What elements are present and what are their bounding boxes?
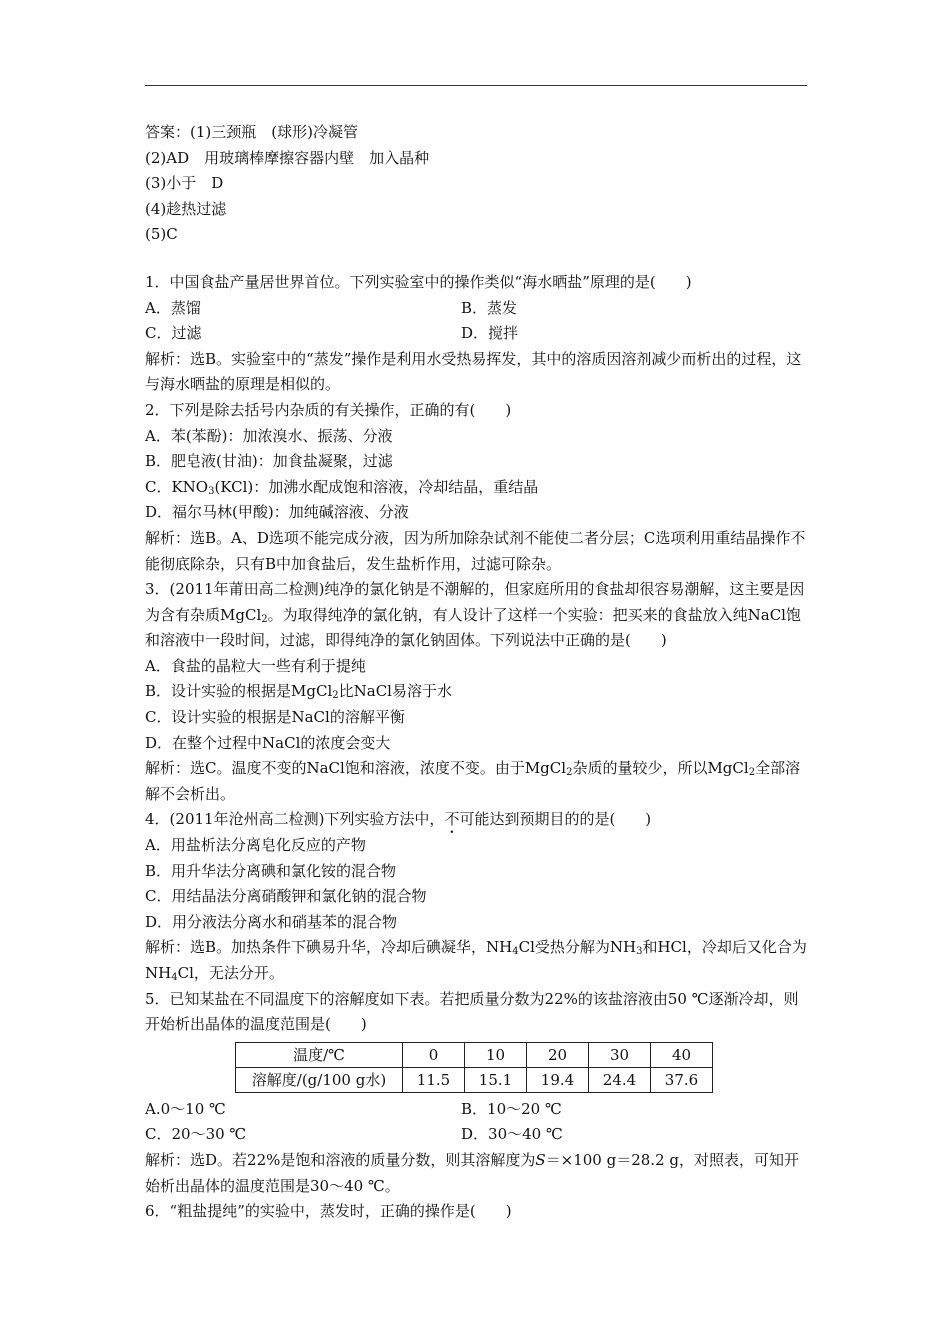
analysis: 解析：选B。实验室中的“蒸发”操作是利用水受热易挥发，其中的溶质因溶剂减少而析出的过程，这与海水晒盐的原理是相似的。 — [145, 349, 802, 394]
question-stem: 2．下列是除去括号内杂质的有关操作，正确的有( ) — [145, 400, 512, 419]
option-b: B．用升华法分离碘和氯化铵的混合物 — [145, 861, 397, 880]
answer-line-4: (4)趁热过滤 — [145, 199, 227, 218]
option-c: C．过滤 — [145, 324, 202, 343]
option-d: D．用分液法分离水和硝基苯的混合物 — [145, 912, 398, 931]
emphasized-word: 不 — [444, 810, 460, 829]
table-header-cell: 溶解度/(g/100 g水) — [236, 1067, 403, 1092]
question-4 — [145, 807, 807, 986]
header-rule — [145, 85, 807, 86]
answer-line-5: (5)C — [145, 225, 178, 244]
question-stem: 6．“粗盐提纯”的实验中，蒸发时，正确的操作是( ) — [145, 1202, 512, 1221]
option-b: B．设计实验的根据是MgCl$_2$比NaCl易溶于水 — [145, 682, 452, 702]
solubility-table — [235, 1042, 713, 1093]
option-c: C．用结晶法分离硝酸钾和氯化钠的混合物 — [145, 887, 427, 906]
option-c: C．20～30 ℃ — [145, 1125, 247, 1144]
table-cell: 0 — [403, 1042, 465, 1067]
document-body — [145, 120, 807, 1225]
options-row — [145, 1122, 807, 1148]
option-d: D．福尔马林(甲酸)：加纯碱溶液、分液 — [145, 503, 409, 522]
option-c: C．$KNO_3(KCl)$：加沸水配成饱和溶液，冷却结晶，重结晶 — [145, 477, 539, 497]
option-a: A.0～10 ℃ — [145, 1099, 226, 1118]
question-stem: 1．中国食盐产量居世界首位。下列实验室中的操作类似“海水晒盐”原理的是( ) — [145, 272, 692, 291]
question-stem: 5．已知某盐在不同温度下的溶解度如下表。若把质量分数为22%的该盐溶液由50 ℃逐渐冷却，则开始析出晶体的温度范围是( ) — [145, 989, 799, 1034]
option-d: D．在整个过程中NaCl的浓度会变大 — [145, 733, 391, 752]
analysis: 解析：选C。温度不变的NaCl饱和溶液，浓度不变。由于MgCl$_2$杂质的量较少，所以MgCl$_2$全部溶解不会析出。 — [145, 759, 801, 803]
option-d: D．搅拌 — [461, 324, 519, 343]
table-cell: 20 — [527, 1042, 589, 1067]
question-stem: 4．(2011年沧州高二检测)下列实验方法中，不可能达到预期目的的是( ) — [145, 810, 652, 829]
option-a: A．蒸馏 — [145, 298, 201, 317]
table-header-cell: 温度/℃ — [236, 1042, 403, 1067]
question-stem: 3．(2011年莆田高二检测)纯净的氯化钠是不潮解的，但家庭所用的食盐却很容易潮解，这主要是因为含有杂质MgCl$_2$。为取得纯净的氯化钠，有人设计了这样一个实验：把买来的食盐放入纯NaCl饱和溶液中一段时间，过滤，即得纯净的氯化钠固体。下列说法中正确的是( ) — [145, 580, 805, 650]
question-2 — [145, 398, 807, 577]
table-cell: 19.4 — [527, 1067, 589, 1092]
option-c: C．设计实验的根据是NaCl的溶解平衡 — [145, 708, 405, 727]
table-cell: 15.1 — [465, 1067, 527, 1092]
option-b: B．10～20 ℃ — [461, 1099, 562, 1118]
table-cell: 30 — [589, 1042, 651, 1067]
analysis: 解析：选B。A、D选项不能完成分液，因为所加除杂试剂不能使二者分层；C选项利用重结晶操作不能彻底除杂，只有B中加食盐后，发生盐析作用，过滤可除杂。 — [145, 528, 806, 573]
answer-line-1: 答案：(1)三颈瓶 (球形)冷凝管 — [145, 123, 358, 141]
answer-block — [145, 120, 807, 248]
question-3 — [145, 577, 807, 807]
table-cell: 40 — [651, 1042, 713, 1067]
options-row — [145, 296, 807, 322]
analysis: 解析：选D。若22%是饱和溶液的质量分数，则其溶解度为S＝×100 g＝28.2 g，对照表，可知开始析出晶体的温度范围是30～40 ℃。 — [145, 1150, 799, 1195]
option-a: A．苯(苯酚)：加浓溴水、振荡、分液 — [145, 426, 393, 445]
option-d: D．30～40 ℃ — [461, 1125, 563, 1144]
table-cell: 37.6 — [651, 1067, 713, 1092]
option-a: A．食盐的晶粒大一些有利于提纯 — [145, 656, 366, 675]
option-b: B．蒸发 — [461, 298, 518, 317]
options-row — [145, 1097, 807, 1123]
options-row — [145, 321, 807, 347]
option-a: A．用盐析法分离皂化反应的产物 — [145, 836, 366, 855]
table-row-temperature — [236, 1042, 713, 1067]
analysis: 解析：选B。加热条件下碘易升华，冷却后碘凝华，$NH_4Cl$受热分解为$NH_3$和HCl，冷却后又化合为$NH_4Cl$，无法分开。 — [145, 938, 807, 983]
table-cell: 11.5 — [403, 1067, 465, 1092]
table-row-solubility — [236, 1067, 713, 1092]
answer-line-2: (2)AD 用玻璃棒摩擦容器内壁 加入晶种 — [145, 148, 430, 167]
answer-line-3: (3)小于 D — [145, 174, 224, 193]
option-b: B．肥皂液(甘油)：加食盐凝聚，过滤 — [145, 452, 393, 471]
question-5 — [145, 987, 807, 1200]
question-1 — [145, 270, 807, 398]
table-cell: 24.4 — [589, 1067, 651, 1092]
question-6 — [145, 1199, 807, 1225]
table-cell: 10 — [465, 1042, 527, 1067]
